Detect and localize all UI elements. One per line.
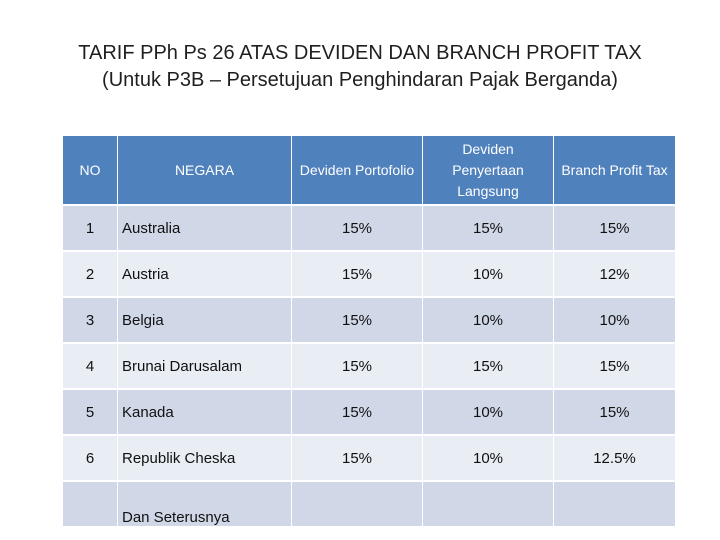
- footer-note: Dan Seterusnya: [118, 482, 292, 528]
- header-deviden-penyertaan: Deviden Penyertaan Langsung: [423, 136, 554, 206]
- table-row-continuation: [63, 482, 675, 528]
- cell-portofolio: 15%: [292, 344, 423, 390]
- cell-negara: Kanada: [118, 390, 292, 436]
- cell-branch: 15%: [554, 206, 675, 252]
- tariff-table: [63, 136, 675, 528]
- cell-no: 6: [63, 436, 118, 482]
- cell-portofolio: 15%: [292, 252, 423, 298]
- cell-no: 2: [63, 252, 118, 298]
- cell-penyertaan: 10%: [423, 390, 554, 436]
- cell-portofolio: 15%: [292, 436, 423, 482]
- cell-branch: 12%: [554, 252, 675, 298]
- cell-branch: 12.5%: [554, 436, 675, 482]
- cell-branch: 10%: [554, 298, 675, 344]
- cell-penyertaan: 15%: [423, 206, 554, 252]
- cell-negara: Belgia: [118, 298, 292, 344]
- title-line-2: (Untuk P3B – Persetujuan Penghindaran Pajak Berganda): [102, 69, 618, 91]
- cell-branch: 15%: [554, 390, 675, 436]
- cell-penyertaan: 15%: [423, 344, 554, 390]
- cell-no: 1: [63, 206, 118, 252]
- table-row: [63, 390, 675, 436]
- cell-negara: Austria: [118, 252, 292, 298]
- page-title: [0, 40, 720, 94]
- table-row: [63, 344, 675, 390]
- header-no: NO: [63, 136, 118, 206]
- table-row: [63, 436, 675, 482]
- table-row: [63, 252, 675, 298]
- cell-empty: [292, 482, 423, 528]
- cell-no-empty: [63, 482, 118, 528]
- cell-empty: [554, 482, 675, 528]
- cell-penyertaan: 10%: [423, 252, 554, 298]
- table-row: [63, 298, 675, 344]
- cell-portofolio: 15%: [292, 206, 423, 252]
- cell-no: 5: [63, 390, 118, 436]
- cell-no: 4: [63, 344, 118, 390]
- cell-portofolio: 15%: [292, 390, 423, 436]
- header-branch-profit-tax: Branch Profit Tax: [554, 136, 675, 206]
- cell-negara: Brunai Darusalam: [118, 344, 292, 390]
- title-line-1: TARIF PPh Ps 26 ATAS DEVIDEN DAN BRANCH PROFIT TAX: [78, 42, 642, 64]
- cell-no: 3: [63, 298, 118, 344]
- table-row: [63, 206, 675, 252]
- cell-portofolio: 15%: [292, 298, 423, 344]
- header-negara: NEGARA: [118, 136, 292, 206]
- cell-negara: Australia: [118, 206, 292, 252]
- header-deviden-portofolio: Deviden Portofolio: [292, 136, 423, 206]
- cell-empty: [423, 482, 554, 528]
- cell-penyertaan: 10%: [423, 436, 554, 482]
- table-header-row: [63, 136, 675, 206]
- cell-negara: Republik Cheska: [118, 436, 292, 482]
- cell-branch: 15%: [554, 344, 675, 390]
- cell-penyertaan: 10%: [423, 298, 554, 344]
